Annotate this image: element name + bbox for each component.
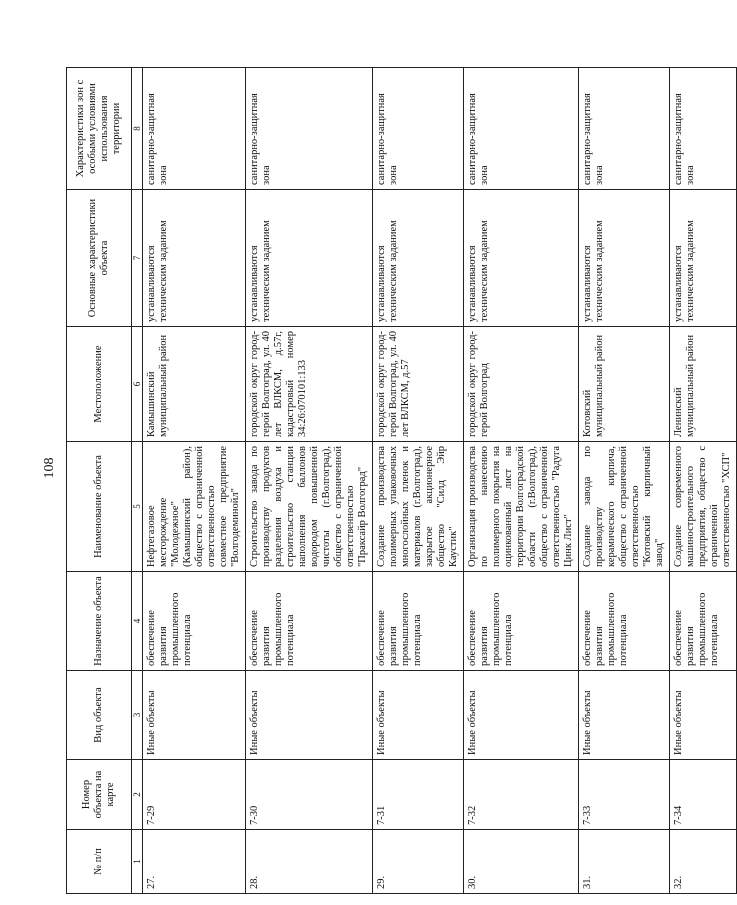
object-purpose-cell: обеспечение развития промышленного потенциала <box>670 572 737 671</box>
row-number-cell: 28. <box>246 830 373 894</box>
object-purpose-cell: обеспечение развития промышленного потенциала <box>579 572 670 671</box>
column-number-cell: 6 <box>132 327 143 442</box>
characteristics-cell: устанавливаются техническим заданием <box>246 190 373 327</box>
characteristics-cell: устанавливаются техническим заданием <box>464 190 579 327</box>
zone-cell: санитарно-защитная зона <box>143 68 246 190</box>
header-cell: Номер объекта на карте <box>67 760 132 830</box>
zone-cell: санитарно-защитная зона <box>246 68 373 190</box>
map-number-cell: 7-33 <box>579 760 670 830</box>
zone-cell: санитарно-защитная зона <box>579 68 670 190</box>
characteristics-cell: устанавливаются техническим заданием <box>373 190 464 327</box>
header-cell: Местоположение <box>67 327 132 442</box>
table-row <box>373 68 464 894</box>
location-cell: Ленинский муниципальный район <box>670 327 737 442</box>
location-cell: городской округ город-герой Волгоград, ул. 40 лет ВЛКСМ, д.57г, кадастровый номер 34:26:070101:133 <box>246 327 373 442</box>
map-number-cell: 7-30 <box>246 760 373 830</box>
location-cell: Котовский муниципальный район <box>579 327 670 442</box>
object-name-cell: Создание современного машиностроительного предприятия, общество с ограниченной ответственностью "ХСП" <box>670 442 737 572</box>
object-purpose-cell: обеспечение развития промышленного потенциала <box>464 572 579 671</box>
row-number-cell: 32. <box>670 830 737 894</box>
rotated-table-container <box>66 68 732 894</box>
table-row <box>246 68 373 894</box>
map-number-cell: 7-29 <box>143 760 246 830</box>
object-kind-cell: Иные объекты <box>246 671 373 760</box>
column-number-cell: 2 <box>132 760 143 830</box>
object-name-cell: Нефтегазовое месторождение "Молодежное" (Камышинский район), общество с ограниченной ответственностью совместное предприятие "Волгодеминойл" <box>143 442 246 572</box>
characteristics-cell: устанавливаются техническим заданием <box>579 190 670 327</box>
object-purpose-cell: обеспечение развития промышленного потенциала <box>373 572 464 671</box>
object-purpose-cell: обеспечение развития промышленного потенциала <box>246 572 373 671</box>
column-number-row <box>132 68 143 894</box>
object-name-cell: Создание производства полимерных упаковочных многослойных пленок и материалов (г.Волгоград), закрытое акционерное общество "Силд Эйр Каустик" <box>373 442 464 572</box>
row-number-cell: 30. <box>464 830 579 894</box>
map-number-cell: 7-34 <box>670 760 737 830</box>
objects-table <box>66 67 737 894</box>
location-cell: городской округ город-герой Волгоград, ул. 40 лет ВЛКСМ, д.57 <box>373 327 464 442</box>
object-name-cell: Организация производства по нанесению полимерного покрытия на оцинкованный лист на территории Волгоградской области (г.Волгоград), общество с ограниченной ответственностью "Радуга Цинк Лист" <box>464 442 579 572</box>
page-number: 108 <box>42 457 57 479</box>
table-row <box>143 68 246 894</box>
row-number-cell: 31. <box>579 830 670 894</box>
zone-cell: санитарно-защитная зона <box>373 68 464 190</box>
header-cell: Характеристики зон с особыми условиями использования территории <box>67 68 132 190</box>
row-number-cell: 27. <box>143 830 246 894</box>
location-cell: городской округ город-герой Волгоград <box>464 327 579 442</box>
header-cell: № п/п <box>67 830 132 894</box>
header-cell: Назначение объекта <box>67 572 132 671</box>
zone-cell: санитарно-защитная зона <box>670 68 737 190</box>
object-name-cell: Строительство завода по производству продуктов разделения воздуха и строительство станции наполнения баллонов водородом повышенной чистоты (г.Волгоград), общество с ограниченной ответственностью "Праксайр Волгоград" <box>246 442 373 572</box>
characteristics-cell: устанавливаются техническим заданием <box>143 190 246 327</box>
column-number-cell: 4 <box>132 572 143 671</box>
column-number-cell: 1 <box>132 830 143 894</box>
object-kind-cell: Иные объекты <box>143 671 246 760</box>
table-row <box>670 68 737 894</box>
map-number-cell: 7-32 <box>464 760 579 830</box>
object-purpose-cell: обеспечение развития промышленного потенциала <box>143 572 246 671</box>
row-number-cell: 29. <box>373 830 464 894</box>
object-kind-cell: Иные объекты <box>670 671 737 760</box>
header-cell: Основные характеристики объекта <box>67 190 132 327</box>
object-kind-cell: Иные объекты <box>579 671 670 760</box>
object-name-cell: Создание завода по производству керамического кирпича, общество с ограниченной ответственностью "Котовский кирпичный завод" <box>579 442 670 572</box>
characteristics-cell: устанавливаются техническим заданием <box>670 190 737 327</box>
column-number-cell: 8 <box>132 68 143 190</box>
header-cell: Вид объекта <box>67 671 132 760</box>
column-number-cell: 5 <box>132 442 143 572</box>
column-number-cell: 7 <box>132 190 143 327</box>
zone-cell: санитарно-защитная зона <box>464 68 579 190</box>
column-number-cell: 3 <box>132 671 143 760</box>
header-cell: Наименование объекта <box>67 442 132 572</box>
location-cell: Камышинский муниципальный район <box>143 327 246 442</box>
object-kind-cell: Иные объекты <box>373 671 464 760</box>
object-kind-cell: Иные объекты <box>464 671 579 760</box>
header-row <box>67 68 132 894</box>
map-number-cell: 7-31 <box>373 760 464 830</box>
table-row <box>464 68 579 894</box>
table-row <box>579 68 670 894</box>
